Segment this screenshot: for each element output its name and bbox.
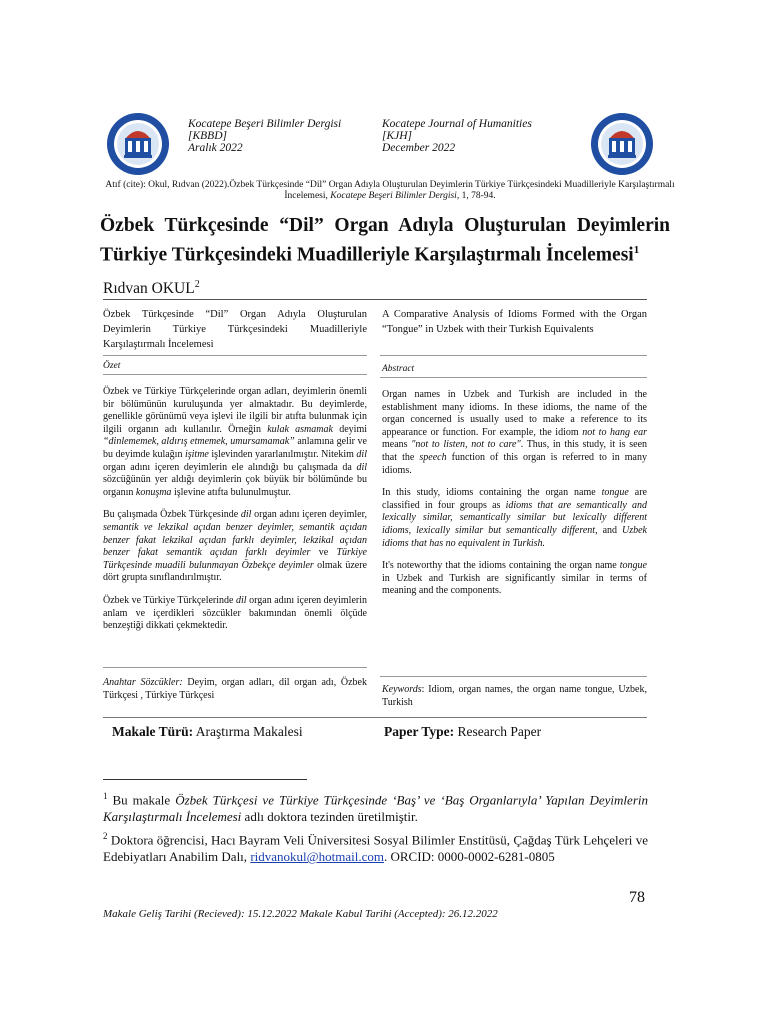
author: [103, 279, 200, 298]
journal-logo-left: [106, 112, 170, 176]
footer-dates: Makale Geliş Tarihi (Recieved): 15.12.2022 Makale Kabul Tarihi (Accepted): 26.12.2022: [103, 908, 498, 920]
keywords-en: Keywords: Idiom, organ names, the organ name tongue, Uzbek, Turkish: [382, 684, 647, 708]
section-abstract: Abstract: [382, 364, 415, 374]
footnote-1: $^1$ Bu makale Özbek Türkçesi ve Türkiye Türkçesinde ‘Baş’ ve ‘Baş Organlarıyla’ Yapılan Deyimlerin Karşılaştırmalı İncelemesi adlı doktora tezinden üretilmiştir.: [103, 791, 648, 825]
journal-date-tr: Aralık 2022: [188, 142, 243, 154]
paper-type: Paper Type: Research Paper: [384, 724, 542, 739]
rule-right-title: [380, 355, 647, 356]
title-line-1: Özbek Türkçesinde “Dil” Organ Adıyla Oluşturulan Deyimlerin: [100, 215, 670, 236]
journal-abbr-tr: [KBBD]: [188, 130, 227, 142]
section-ozet: Özet: [103, 361, 121, 371]
abstract-en-p1: Organ names in Uzbek and Turkish are included in the establishment many idioms. In these idioms, the name of the organ concerned is usually used to make a reference to its appearance or function. For example, the idiom not to hang ear means "not to listen, not to care". Thus, in this study, it is seen that the speech function of this organ is referred to in many idioms.: [382, 389, 648, 476]
footnote-1-num: 1: [103, 791, 108, 801]
article-type: Makale Türü: Araştırma Makalesi: [112, 724, 303, 739]
abstract-en-p2: In this study, idioms containing the organ name tongue are classified in four groups as idioms that are semantically and lexically similar, semantically similar but lexically different idioms, lexically similar but semantically different, and Uzbek idioms that has no equivalent in Turkish.: [382, 487, 647, 549]
journal-info-tr: [188, 118, 341, 154]
abstract-tr-p3: Özbek ve Türkiye Türkçelerinde dil organ adını içeren deyimlerin anlam ve içerdikleri sözcükler bakımından önemli ölçüde benzeştiği dikkati çekmektedir.: [103, 594, 367, 632]
abstract-en: [382, 389, 647, 608]
abstract-tr: [103, 386, 367, 643]
rule-left-title: [103, 355, 367, 356]
page-number: 78: [629, 889, 645, 906]
journal-logo-right: [590, 112, 654, 176]
journal-date-en: December 2022: [382, 142, 456, 154]
rule-right-section: [380, 377, 647, 378]
journal-abbr-en: [KJH]: [382, 130, 413, 142]
keywords-tr: Anahtar Sözcükler: Deyim, organ adları, dil organ adı, Özbek Türkçesi , Türkiye Türkçesi: [103, 677, 367, 701]
citation: Atıf (cite): Okul, Rıdvan (2022).Özbek Türkçesinde “Dil” Organ Adıyla Oluşturulan Deyimlerin Türkiye Türkçesindeki Muadilleriyle Karşılaştırmalı İncelemesi, Kocatepe Beşeri Bilimler Dergisi, 1, 78-94.: [105, 180, 675, 201]
rule-right-keywords: [380, 676, 647, 677]
journal-name-en: Kocatepe Journal of Humanities: [382, 118, 532, 130]
citation-journal: Kocatepe Beşeri Bilimler Dergisi: [330, 191, 457, 201]
keywords-tr-label: Anahtar Sözcükler:: [103, 677, 183, 688]
author-footnote-ref[interactable]: 2: [194, 279, 200, 290]
paper-type-label: Paper Type:: [384, 724, 455, 739]
author-name: Rıdvan OKUL: [103, 280, 195, 298]
left-title: Özbek Türkçesinde “Dil” Organ Adıyla Oluşturulan Deyimlerin Türkiye Türkçesindeki Muadilleriyle Karşılaştırmalı İncelemesi: [103, 309, 367, 350]
footnote-separator: [103, 779, 307, 780]
rule-left-section: [103, 374, 367, 375]
paper-title: [100, 214, 670, 268]
author-email-link[interactable]: ridvanokul@hotmail.com: [250, 849, 384, 865]
journal-info-en: [382, 118, 532, 154]
right-title: A Comparative Analysis of Idioms Formed with the Organ “Tongue” in Uzbek with their Turkish Equivalents: [382, 309, 647, 335]
journal-name-tr: Kocatepe Beşeri Bilimler Dergisi: [188, 118, 342, 130]
title-line-2: Türkiye Türkçesindeki Muadilleriyle Karşılaştırmalı İncelemesi: [100, 244, 634, 266]
abstract-tr-p1: Özbek ve Türkiye Türkçelerinde organ adları, deyimlerin önemli bir bölümünün kuruluşunda yer almaktadır. Bu deyimlerde, genellikle görünümü veya işlevi ile ilgili bir atıfta bulunmak için ilgili organın adı kullanılır. Örneğin kulak asmamak deyimi “dinlememek, aldırış etmemek, umursamamak” anlamına gelir ve bu deyimde kulağın işitme işlevinden yararlanılmıştır. Nitekim dil organ adını içeren deyimlerin ele alındığı bu çalışmada da dil sözcüğünün yer aldığı deyimlerin çok büyük bir bölümünde bu organın konuşma işlevine atıfta bulunulmuştur.: [103, 386, 368, 498]
keywords-en-label: Keywords: [382, 684, 422, 695]
abstract-en-p3: It's noteworthy that the idioms containing the organ name tongue in Uzbek and Turkish are significantly similar in terms of meaning and the components.: [382, 560, 647, 597]
title-footnote-ref[interactable]: 1: [633, 244, 640, 256]
rule-top: [103, 299, 647, 300]
footnote-2-num: 2: [103, 831, 108, 841]
rule-left-keywords: [103, 667, 367, 668]
article-type-label: Makale Türü:: [112, 724, 194, 739]
abstract-tr-p2: Bu çalışmada Özbek Türkçesinde dil organ adını içeren deyimler, semantik ve lekzikal açıdan benzer deyimler, semantik açıdan benzer fakat lekzikal açıdan farklı deyimler, lekzikal açıdan benzer fakat semantik açıdan farklı deyimler ve Türkiye Türkçesinde muadili bulunmayan Özbekçe deyimler olmak üzere dört grupta sınıflandırılmıştır.: [103, 509, 367, 584]
footnote-2: $^2$ Doktora öğrencisi, Hacı Bayram Veli Üniversitesi Sosyal Bilimler Enstitüsü, Çağdaş Türk Lehçeleri ve Edebiyatları Anabilim Dalı, ridvanokul@hotmail.com. ORCID: 0000-0002-6281-0805: [103, 831, 648, 865]
rule-keywords-bottom: [103, 717, 647, 718]
